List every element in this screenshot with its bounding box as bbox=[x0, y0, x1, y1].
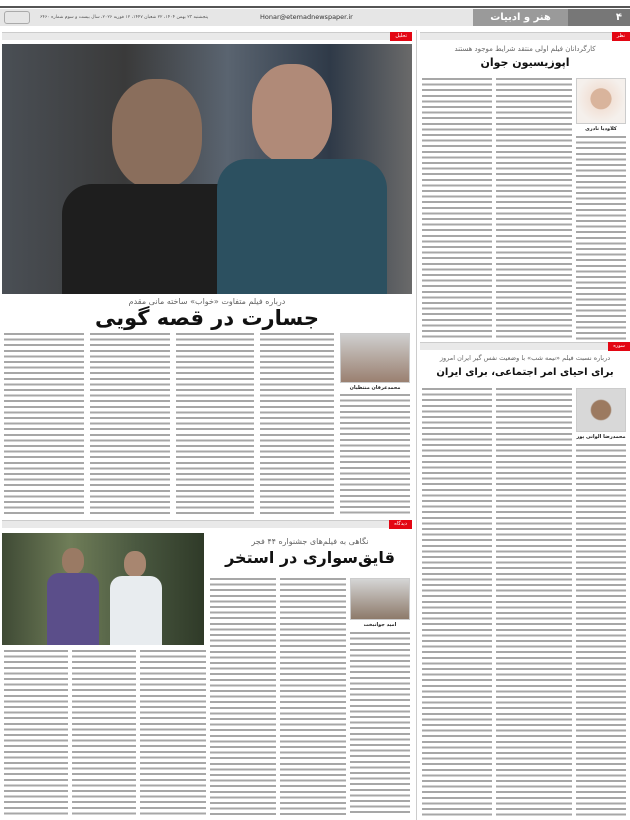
article-text bbox=[422, 78, 492, 341]
author-photo bbox=[340, 333, 410, 383]
opinion-author: کلاودیا نادری bbox=[585, 126, 617, 132]
opinion-tag: نظر bbox=[612, 32, 630, 41]
column-divider bbox=[416, 30, 417, 820]
article-text bbox=[350, 632, 410, 817]
section-email[interactable]: Honar@etemadnewspaper.ir bbox=[260, 13, 353, 21]
opinion-headline: اپوزیسیون جوان bbox=[480, 56, 570, 69]
article-text bbox=[210, 578, 276, 817]
film-still-photo-2 bbox=[2, 533, 204, 645]
viewpoint-tag: دیدگاه bbox=[389, 520, 412, 529]
surah-bar bbox=[420, 342, 630, 350]
article-text bbox=[4, 333, 84, 514]
dateline: پنجشنبه ۲۳ بهمن ۱۴۰۴، ۲۲ شعبان ۱۴۴۷، ۱۲ فوریه ۲۰۲۶، سال بیست و سوم شماره ۶۴۶۰ bbox=[40, 15, 209, 20]
article-text bbox=[422, 388, 492, 817]
article-text bbox=[280, 578, 346, 817]
author-photo bbox=[576, 78, 626, 124]
article-text bbox=[176, 333, 254, 514]
analysis-kicker: درباره فیلم متفاوت «خواب» ساخته مانی مقدم bbox=[128, 297, 286, 306]
author-photo bbox=[350, 578, 410, 620]
analysis-headline: جسارت در قصه گویی bbox=[94, 306, 320, 330]
article-text bbox=[90, 333, 170, 514]
surah-headline: برای احیای امر اجتماعی، برای ایران bbox=[436, 367, 614, 378]
author-photo bbox=[576, 388, 626, 432]
article-text bbox=[140, 650, 206, 817]
opinion-kicker: کارگردانان فیلم اولی منتقد شرایط موجود هستند bbox=[454, 45, 596, 53]
section-title: هنر و ادبیات bbox=[473, 9, 568, 26]
viewpoint-bar bbox=[2, 520, 412, 528]
analysis-bar bbox=[2, 32, 412, 40]
article-text bbox=[576, 444, 626, 817]
article-text bbox=[496, 78, 572, 341]
surah-kicker: درباره نسبت فیلم «نیمه شب» با وضعیت نفس گیر ایران امروز bbox=[439, 354, 611, 362]
article-text bbox=[340, 394, 410, 514]
analysis-author: محمدعرفان منتظیان bbox=[349, 385, 401, 391]
newspaper-logo bbox=[4, 11, 30, 24]
page-number: ۴ bbox=[568, 9, 630, 26]
film-still-photo bbox=[2, 44, 412, 294]
article-text bbox=[4, 650, 68, 817]
article-text bbox=[72, 650, 136, 817]
article-text bbox=[496, 388, 572, 817]
top-rule bbox=[0, 6, 630, 8]
viewpoint-kicker: نگاهی به فیلم‌های جشنواره ۴۴ فجر bbox=[251, 537, 369, 546]
viewpoint-author: امید جوانبخت bbox=[363, 622, 397, 628]
surah-tag: سوره bbox=[608, 342, 630, 351]
opinion-bar bbox=[420, 32, 630, 40]
surah-author: محمدرضا الوانی پور bbox=[576, 434, 626, 440]
article-text bbox=[576, 136, 626, 341]
article-text bbox=[260, 333, 334, 514]
viewpoint-headline: قایق‌سواری در استخر bbox=[225, 548, 395, 567]
analysis-tag: تحلیل bbox=[390, 32, 412, 41]
